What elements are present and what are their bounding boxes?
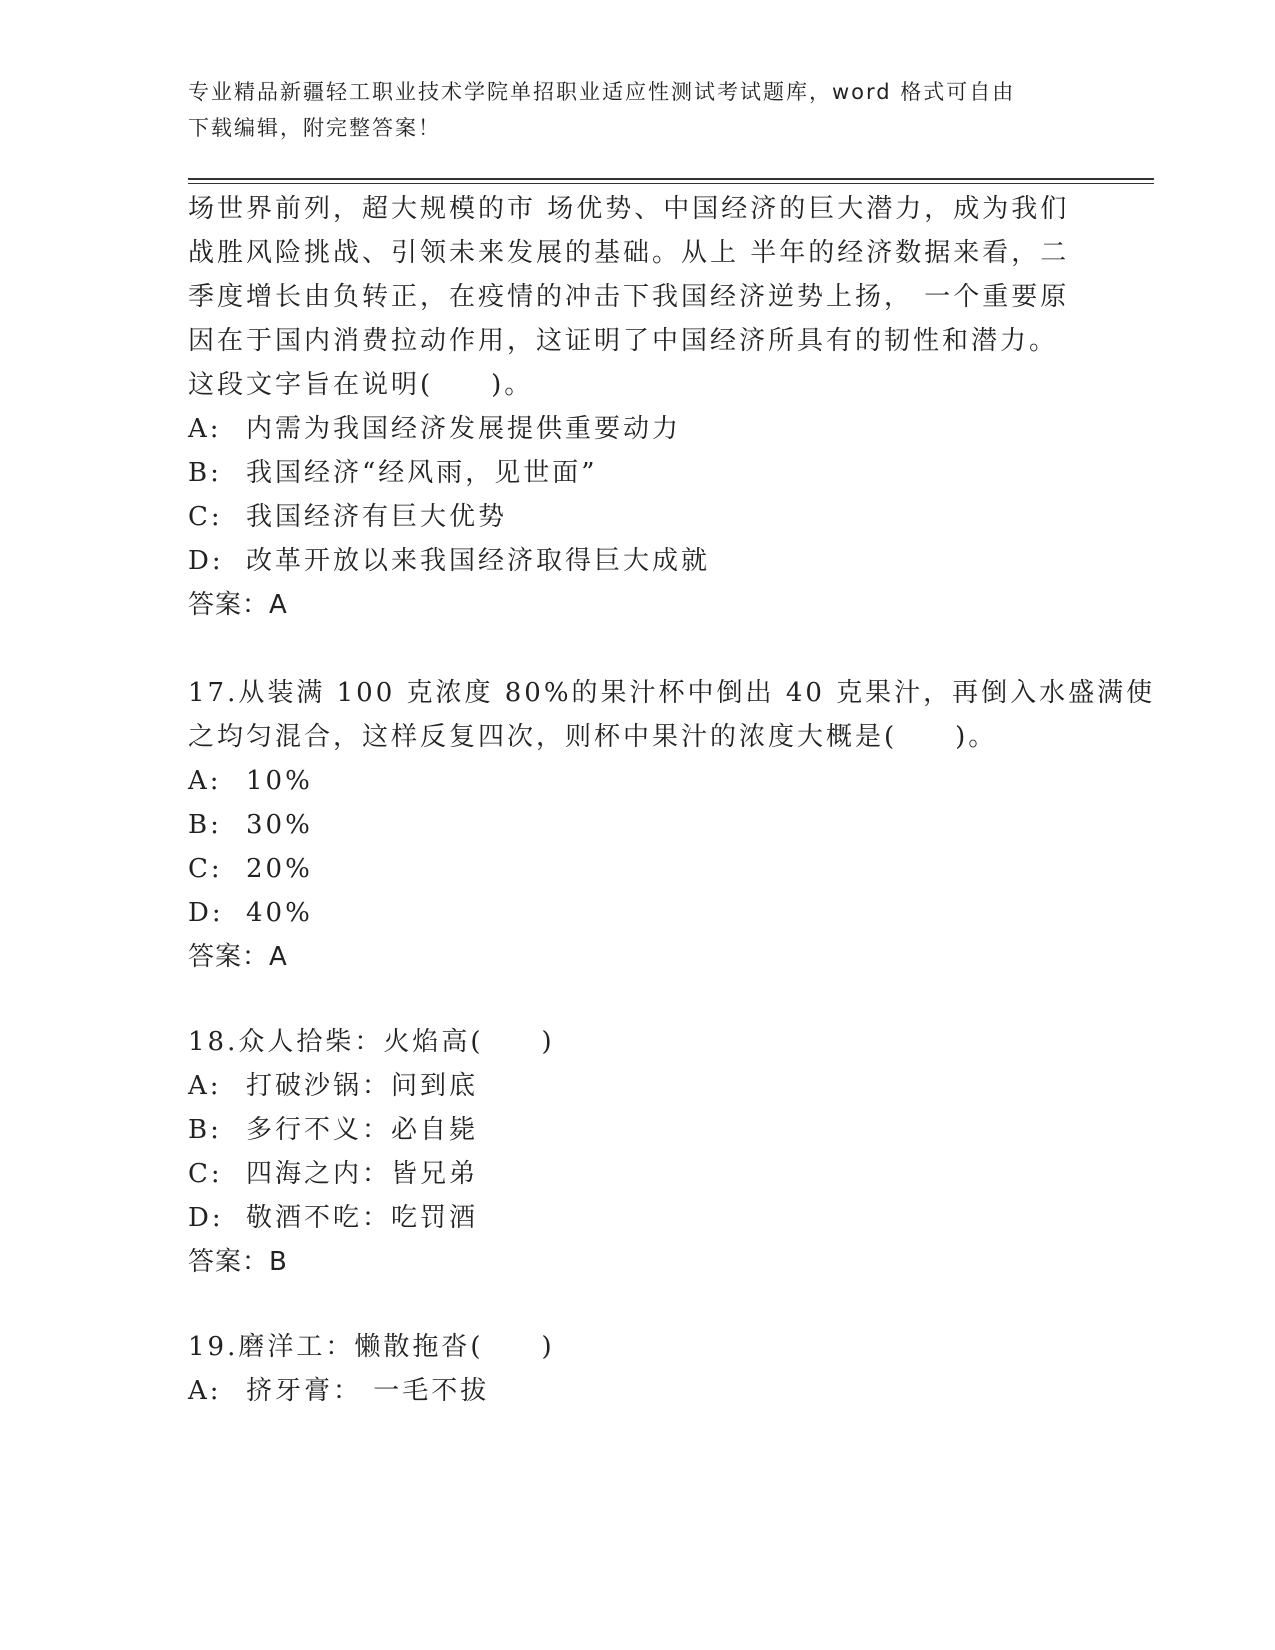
option-key: C: — [188, 854, 223, 884]
question-text-line: 因在于国内消费拉动作用，这证明了中国经济所具有的韧性和潜力。 — [188, 326, 1059, 356]
option-text: 内需为我国经济发展提供重要动力 — [246, 414, 682, 444]
header-rule-thin — [188, 183, 1154, 184]
question-text-line: 季度增长由负转正，在疫情的冲击下我国经济逆势上扬， 一个重要原 — [188, 282, 1070, 312]
option-key: D: — [188, 898, 224, 928]
answer: 答案：B — [188, 1247, 288, 1277]
answer: 答案：A — [188, 590, 288, 620]
option-key: D: — [188, 1203, 224, 1233]
option-text: 我国经济有巨大优势 — [246, 502, 508, 532]
header-line-1: 专业精品新疆轻工职业技术学院单招职业适应性测试考试题库，word 格式可自由 — [188, 80, 1016, 104]
option-d — [188, 896, 313, 930]
option-text: 挤牙膏： 一毛不拔 — [246, 1376, 490, 1406]
option-key: A: — [188, 766, 222, 796]
question-prompt: 18.众人拾柴：火焰高( ) — [188, 1027, 555, 1057]
option-c — [188, 852, 313, 886]
option-text: 40% — [246, 898, 313, 928]
option-text: 20% — [246, 854, 313, 884]
document-header — [188, 74, 1078, 146]
option-b — [188, 1113, 478, 1147]
question-text-line: 场世界前列，超大规模的市 场优势、中国经济的巨大潜力，成为我们 — [188, 194, 1070, 224]
option-text: 四海之内：皆兄弟 — [246, 1159, 479, 1189]
option-key: A: — [188, 414, 222, 444]
question-prompt: 之均匀混合，这样反复四次，则杯中果汁的浓度大概是( )。 — [188, 722, 998, 752]
option-key: C: — [188, 502, 223, 532]
option-text: 多行不义：必自毙 — [246, 1115, 479, 1145]
option-text: 敬酒不吃：吃罚酒 — [246, 1203, 479, 1233]
option-b — [188, 456, 598, 490]
header-rule-thick — [188, 178, 1154, 180]
option-d — [188, 544, 710, 578]
header-line-2: 下载编辑，附完整答案！ — [188, 116, 441, 140]
option-key: B: — [188, 1115, 222, 1145]
option-text: 30% — [246, 810, 313, 840]
option-key: D: — [188, 546, 224, 576]
option-text: 改革开放以来我国经济取得巨大成就 — [246, 546, 711, 576]
answer: 答案：A — [188, 942, 288, 972]
option-key: B: — [188, 810, 222, 840]
option-key: C: — [188, 1159, 223, 1189]
option-key: B: — [188, 458, 222, 488]
option-a — [188, 1069, 478, 1103]
option-d — [188, 1201, 478, 1235]
option-text: 10% — [246, 766, 313, 796]
option-a — [188, 412, 681, 446]
question-text-line: 17.从装满 100 克浓度 80%的果汁杯中倒出 40 克果汁，再倒入水盛满使 — [188, 678, 1156, 708]
option-text: 我国经济“经风雨，见世面” — [246, 458, 598, 488]
question-prompt: 19.磨洋工：懒散拖沓( ) — [188, 1332, 555, 1362]
option-key: A: — [188, 1071, 222, 1101]
option-c — [188, 1157, 478, 1191]
question-prompt: 这段文字旨在说明( )。 — [188, 370, 534, 400]
option-a — [188, 764, 313, 798]
question-text-line: 战胜风险挑战、引领未来发展的基础。从上 半年的经济数据来看，二 — [188, 238, 1070, 268]
option-b — [188, 808, 313, 842]
option-key: A: — [188, 1376, 222, 1406]
option-a — [188, 1374, 489, 1408]
option-c — [188, 500, 507, 534]
option-text: 打破沙锅：问到底 — [246, 1071, 479, 1101]
